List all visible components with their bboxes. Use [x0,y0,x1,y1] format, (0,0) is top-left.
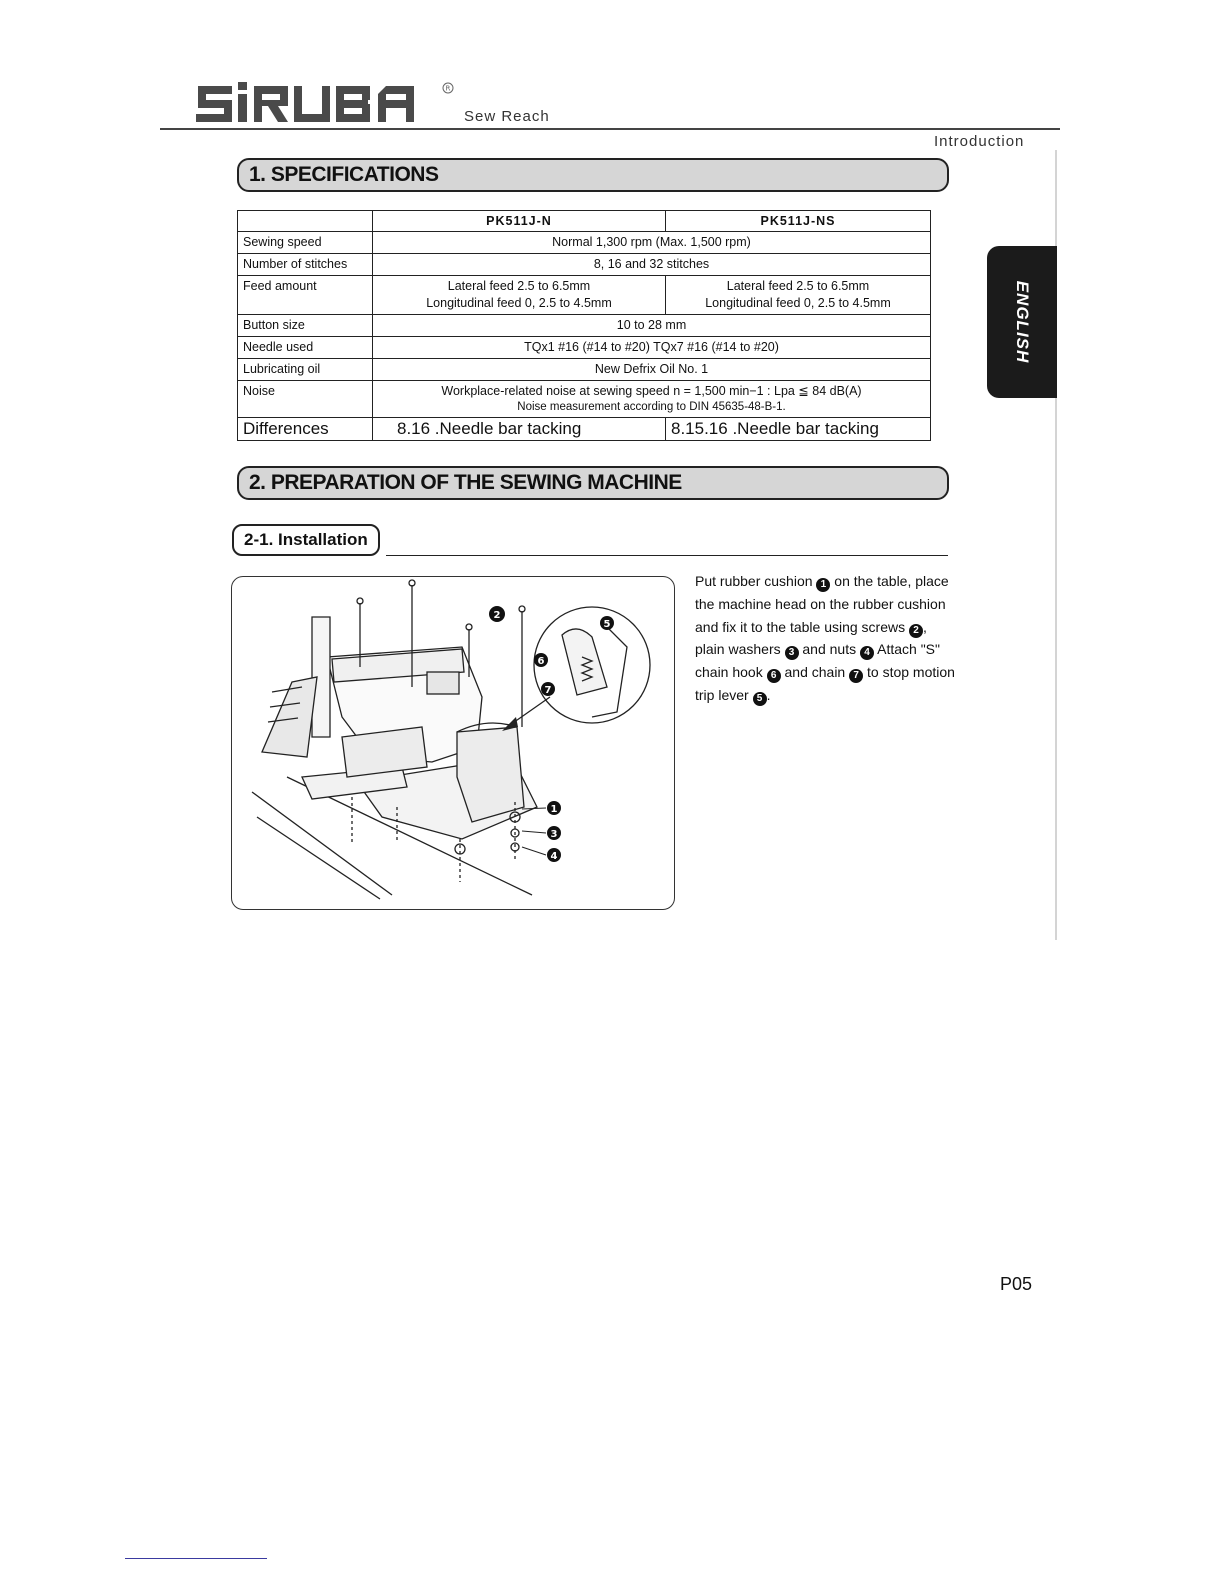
callout-label: 2 [493,610,501,621]
running-section-label: Introduction [934,133,1025,150]
cell-value: 8.16 .Needle bar tacking [373,418,666,441]
table-row [238,359,931,381]
feed-longitudinal: Longitudinal feed 0, 2.5 to 4.5mm [705,296,891,310]
language-tab[interactable] [987,246,1057,398]
cell-value: TQx1 #16 (#14 to #20) TQx7 #16 (#14 to #20) [373,337,931,359]
cell-value: 8, 16 and 32 stitches [373,254,931,276]
instruction-text: and nuts [798,641,860,658]
section-title: 2. PREPARATION OF THE SEWING MACHINE [249,471,682,494]
instruction-text: to stop motion trip lever [695,664,955,703]
callout-label: 4 [550,851,558,862]
installation-figure [231,576,675,910]
noise-line: Noise measurement according to DIN 45635-48-B-1. [517,401,786,413]
table-row [238,232,931,254]
column-header: PK511J-NS [666,211,931,232]
cell-value: 8.15.16 .Needle bar tacking [666,418,931,441]
table-row [238,315,931,337]
svg-text:R: R [445,84,451,93]
column-header: PK511J-N [373,211,666,232]
row-label: Sewing speed [238,232,373,254]
row-label: Needle used [238,337,373,359]
column-header [238,211,373,232]
row-label: Differences [238,418,373,441]
instruction-text: Put rubber cushion [695,573,817,589]
callout-badge: 5 [753,692,767,706]
noise-line: Workplace-related noise at sewing speed n = 1,500 min−1 : Lpa ≦ 84 dB(A) [441,384,862,398]
brand-tagline: Sew Reach [464,108,550,125]
cell-value [373,381,931,418]
cell-value: New Defrix Oil No. 1 [373,359,931,381]
table-row [238,337,931,359]
instruction-text: Attach "S" chain hook [695,641,940,681]
callout-badge: 4 [860,646,874,660]
row-label: Number of stitches [238,254,373,276]
table-header-row [238,211,931,232]
row-label: Feed amount [238,276,373,315]
cell-value [666,276,931,315]
section-heading-preparation [237,466,949,500]
language-tab-label: ENGLISH [1013,280,1032,364]
subsection-heading-installation: 2-1. Installation [232,524,380,556]
callout-badge: 2 [909,624,923,638]
row-label: Button size [238,315,373,337]
table-row [238,381,931,418]
feed-lateral: Lateral feed 2.5 to 6.5mm [726,279,870,293]
header-divider [160,128,1060,130]
row-label: Noise [238,381,373,418]
table-row [238,418,931,441]
page-number: P05 [1000,1274,1033,1294]
callout-badge: 3 [785,646,799,660]
feed-lateral: Lateral feed 2.5 to 6.5mm [447,279,591,293]
specifications-table [237,210,931,441]
installation-instructions [695,570,957,707]
callout-label: 5 [603,619,611,630]
callout-badge: 1 [816,578,830,592]
table-row [238,276,931,315]
callout-label: 3 [550,829,558,840]
cell-value: 10 to 28 mm [373,315,931,337]
siruba-logo [196,80,458,126]
table-row [238,254,931,276]
cell-value [373,276,666,315]
footnote-divider [125,1558,267,1559]
callout-label: 1 [550,804,558,815]
instruction-text: on the table, place the machine head on the rubber cushion and fix it to the table using screws [695,573,949,635]
section-title: 1. SPECIFICATIONS [249,163,439,186]
callout-badge: 7 [849,669,863,683]
subsection-divider [386,555,948,556]
sewing-machine-illustration [232,577,675,910]
instruction-text: and chain [780,664,850,681]
section-heading-specifications [237,158,949,192]
instruction-text: , plain washers [695,618,927,658]
callout-badge: 6 [767,669,781,683]
callout-label: 6 [537,656,545,667]
cell-value: Normal 1,300 rpm (Max. 1,500 rpm) [373,232,931,254]
callout-label: 7 [544,685,552,696]
instruction-text: . [766,686,771,703]
feed-longitudinal: Longitudinal feed 0, 2.5 to 4.5mm [426,296,612,310]
row-label: Lubricating oil [238,359,373,381]
